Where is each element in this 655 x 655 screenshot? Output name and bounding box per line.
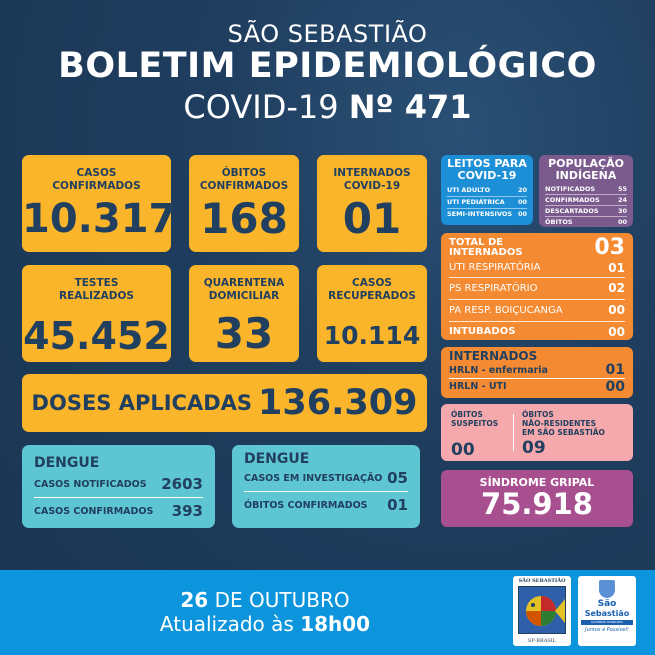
card-populacao-indigena — [539, 155, 633, 227]
card-value: 10.114 — [323, 321, 421, 350]
hrln-row: HRLN - enfermaria 01 — [449, 362, 625, 378]
dengue-row: CASOS NOTIFICADOS 2603 — [34, 475, 203, 493]
internados-row: UTI RESPIRATÓRIA 01 — [449, 259, 625, 278]
card-value: 168 — [200, 194, 288, 243]
dengue-row: CASOS CONFIRMADOS 393 — [34, 502, 203, 520]
footer-day: 26 — [180, 588, 209, 612]
city-crest-logo: SÃO SEBASTIÃO SP·BRASIL — [513, 576, 571, 646]
card-internados-hrln — [441, 347, 633, 398]
card-leitos-covid — [441, 155, 533, 225]
footer-time: 18h00 — [300, 612, 371, 636]
footer-updated: Atualizado às — [159, 612, 294, 636]
card-label: QUARENTENA — [203, 277, 285, 289]
page-title: BOLETIM EPIDEMIOLÓGICO — [58, 46, 597, 86]
card-label: REALIZADOS — [59, 290, 134, 302]
card-total-internados — [441, 233, 633, 340]
doses-value: 136.309 — [258, 383, 418, 423]
footer-date — [120, 588, 410, 636]
card-label: ÓBITOS — [221, 167, 267, 179]
internados-row: PA RESP. BOIÇUCANGA 00 — [449, 300, 625, 322]
card-label: CASOS — [76, 167, 117, 179]
hrln-title: INTERNADOS — [449, 349, 538, 363]
divider — [244, 491, 408, 492]
card-label: INTERNADOS — [333, 167, 411, 179]
card-value: 01 — [342, 194, 402, 243]
indigena-row: CONFIRMADOS 24 — [545, 196, 627, 204]
card-casos-recuperados — [317, 265, 427, 362]
card-label: COVID-19 — [343, 180, 401, 192]
indigena-row: ÓBITOS 00 — [545, 218, 627, 226]
header-city: SÃO SEBASTIÃO — [227, 20, 428, 48]
coat-of-arms-icon — [599, 580, 615, 598]
leitos-title: LEITOS PARA — [447, 157, 527, 170]
card-label: CONFIRMADOS — [52, 180, 141, 192]
leitos-title: COVID-19 — [457, 169, 517, 182]
indigena-row: NOTIFICADOS 55 — [545, 185, 627, 193]
dengue-title: DENGUE — [34, 455, 100, 471]
leitos-row: UTI PEDIÁTRICA 00 — [447, 197, 527, 209]
sindrome-value: 75.918 — [481, 487, 593, 521]
subtitle-prefix: COVID-19 — [183, 88, 339, 126]
dengue-row: CASOS EM INVESTIGAÇÃO 05 — [244, 469, 408, 487]
divider — [34, 497, 203, 498]
card-label: TESTES — [74, 277, 119, 289]
total-internados-value: 03 — [594, 235, 625, 260]
indigena-row: DESCARTADOS 30 — [545, 207, 627, 215]
card-obitos-extra — [441, 404, 633, 461]
card-label: RECUPERADOS — [328, 290, 416, 302]
total-internados-label: INTERNADOS — [449, 247, 523, 258]
total-internados-label: TOTAL DE — [449, 237, 504, 248]
indigena-title: POPULAÇÃO — [548, 157, 624, 170]
dengue-title: DENGUE — [244, 451, 310, 467]
card-dengue-casos — [22, 445, 215, 528]
card-quarentena — [189, 265, 299, 362]
divider — [513, 414, 514, 451]
hrln-row: HRLN - UTI 00 — [449, 379, 625, 395]
doses-label: DOSES APLICADAS — [31, 391, 253, 415]
government-logo: São Sebastião GOVERNO MUNICIPAL Juntos é Possível! — [578, 576, 636, 646]
card-internados-covid — [317, 155, 427, 252]
card-dengue-investigacao — [232, 445, 420, 528]
card-value: 45.452 — [23, 314, 170, 358]
card-label: DOMICILIAR — [208, 290, 280, 302]
dengue-row: ÓBITOS CONFIRMADOS 01 — [244, 496, 408, 514]
card-label: CONFIRMADOS — [199, 180, 289, 192]
bulletin-number: Nº 471 — [348, 88, 472, 126]
obitos-nao-residentes: ÓBITOS NÃO-RESIDENTES EM SÃO SEBASTIÃO 09 — [522, 410, 605, 458]
bulletin-subtitle — [0, 88, 655, 126]
card-casos-confirmados — [22, 155, 177, 252]
internados-row: INTUBADOS 00 — [449, 325, 625, 339]
card-sindrome-gripal — [441, 470, 633, 527]
card-testes-realizados — [22, 265, 171, 362]
leitos-row: SEMI-INTENSIVOS 00 — [447, 210, 527, 218]
sindrome-label: SÍNDROME GRIPAL — [479, 476, 595, 489]
leitos-row: UTI ADULTO 20 — [447, 185, 527, 197]
footer-month: DE OUTUBRO — [214, 588, 350, 612]
card-value: 33 — [214, 309, 274, 358]
card-label: CASOS — [352, 277, 392, 289]
indigena-title: INDÍGENA — [555, 169, 617, 182]
card-obitos-confirmados — [189, 155, 299, 252]
card-value: 10.317 — [22, 196, 177, 242]
internados-row: PS RESPIRATÓRIO 02 — [449, 278, 625, 300]
obitos-suspeitos: ÓBITOS SUSPEITOS 00 — [451, 410, 499, 460]
fish-emblem-icon — [518, 586, 566, 634]
card-doses-aplicadas — [22, 374, 427, 432]
